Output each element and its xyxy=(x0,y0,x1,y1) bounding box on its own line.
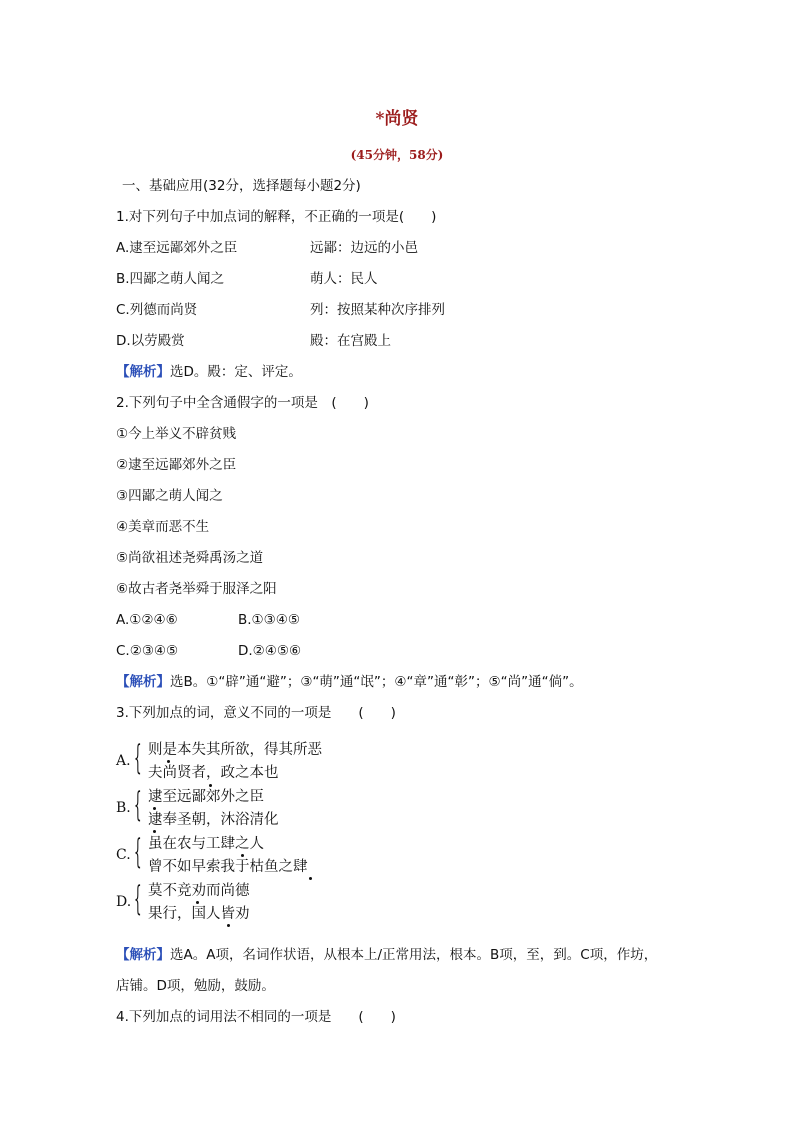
q2-option-b: B.①③④⑤ xyxy=(238,612,300,628)
q1-analysis xyxy=(116,363,302,381)
q3-group-line: 夫尚贤者，政之本也 xyxy=(148,765,279,781)
emphasis-dot xyxy=(167,760,170,763)
q2-item-4: ④美章而恶不生 xyxy=(116,519,210,535)
emphasis-dot xyxy=(227,924,230,927)
emphasis-dot xyxy=(241,854,244,857)
brace-icon: { xyxy=(134,879,142,919)
page-title: *尚贤 xyxy=(375,109,419,129)
q3-stem: 3.下列加点的词，意义不同的一项是 ( ) xyxy=(116,705,396,721)
q1-option-a: A.逮至远鄙郊外之臣 xyxy=(116,240,238,256)
q2-option-a: A.①②④⑥ xyxy=(116,612,178,628)
q1-option-c: C.列德而尚贤 xyxy=(116,302,198,318)
q2-item-5: ⑤尚欲祖述尧舜禹汤之道 xyxy=(116,550,264,566)
q4-stem: 4.下列加点的词用法不相同的一项是 ( ) xyxy=(116,1009,396,1025)
q1-option-c-gloss: 列：按照某种次序排列 xyxy=(310,302,445,318)
analysis-text: 选A。A项，名词作状语，从根本上/正常用法，根本。B项，至，到。C项，作坊， xyxy=(170,947,658,963)
q3-group-label: A. xyxy=(116,753,131,769)
analysis-label: 【解析】 xyxy=(116,674,170,690)
q3-group-label: C. xyxy=(116,847,131,863)
q3-group-line: 逮奉圣朝，沐浴清化 xyxy=(148,812,279,828)
page-subtitle: (45分钟，58分) xyxy=(350,148,444,162)
q2-item-3: ③四鄙之萌人闻之 xyxy=(116,488,223,504)
q3-group-line: 逮至远鄙郊外之臣 xyxy=(148,789,264,805)
q2-option-d: D.②④⑤⑥ xyxy=(238,643,302,659)
q2-item-1: ①今上举义不辟贫贱 xyxy=(116,426,237,442)
q1-option-a-gloss: 远鄙：边远的小邑 xyxy=(310,240,418,256)
q1-stem: 1.对下列句子中加点词的解释，不正确的一项是( ) xyxy=(116,209,437,225)
analysis-text: 选D。殿：定、评定。 xyxy=(170,364,302,380)
brace-icon: { xyxy=(134,832,142,872)
analysis-label: 【解析】 xyxy=(116,364,170,380)
brace-icon: { xyxy=(134,785,142,825)
emphasis-dot xyxy=(153,830,156,833)
q1-option-d: D.以劳殿赏 xyxy=(116,333,185,349)
q2-analysis xyxy=(116,673,583,691)
emphasis-dot xyxy=(153,807,156,810)
q3-group-label: D. xyxy=(116,894,132,910)
q2-item-6: ⑥故古者尧举舜于服泽之阳 xyxy=(116,581,277,597)
q3-analysis xyxy=(116,946,657,964)
q1-option-b: B.四鄙之萌人闻之 xyxy=(116,271,225,287)
q3-group-line: 莫不竞劝而尚德 xyxy=(148,883,250,899)
q3-group-line: 虽在农与工肆之人 xyxy=(148,836,264,852)
brace-icon: { xyxy=(134,738,142,778)
q3-analysis-cont: 店铺。D项，勉励，鼓励。 xyxy=(116,978,275,994)
emphasis-dot xyxy=(309,877,312,880)
q3-group-label: B. xyxy=(116,800,131,816)
section-heading: 一、基础应用(32分，选择题每小题2分) xyxy=(122,178,361,194)
q2-stem: 2.下列句子中全含通假字的一项是 ( ) xyxy=(116,395,369,411)
q3-group-line: 果行，国人皆劝 xyxy=(148,906,250,922)
q2-option-c: C.②③④⑤ xyxy=(116,643,179,659)
emphasis-dot xyxy=(196,901,199,904)
analysis-label: 【解析】 xyxy=(116,947,170,963)
q1-option-d-gloss: 殿：在宫殿上 xyxy=(310,333,391,349)
q1-option-b-gloss: 萌人：民人 xyxy=(310,271,378,287)
emphasis-dot xyxy=(209,784,212,787)
q2-item-2: ②逮至远鄙郊外之臣 xyxy=(116,457,237,473)
q3-group-line: 曾不如早索我于枯鱼之肆 xyxy=(148,859,308,875)
q3-group-line: 则是本失其所欲，得其所恶 xyxy=(148,742,322,758)
analysis-text: 选B。①“辟”通“避”；③“萌”通“氓”；④“章”通“彰”；⑤“尚”通“倘”。 xyxy=(170,674,583,690)
